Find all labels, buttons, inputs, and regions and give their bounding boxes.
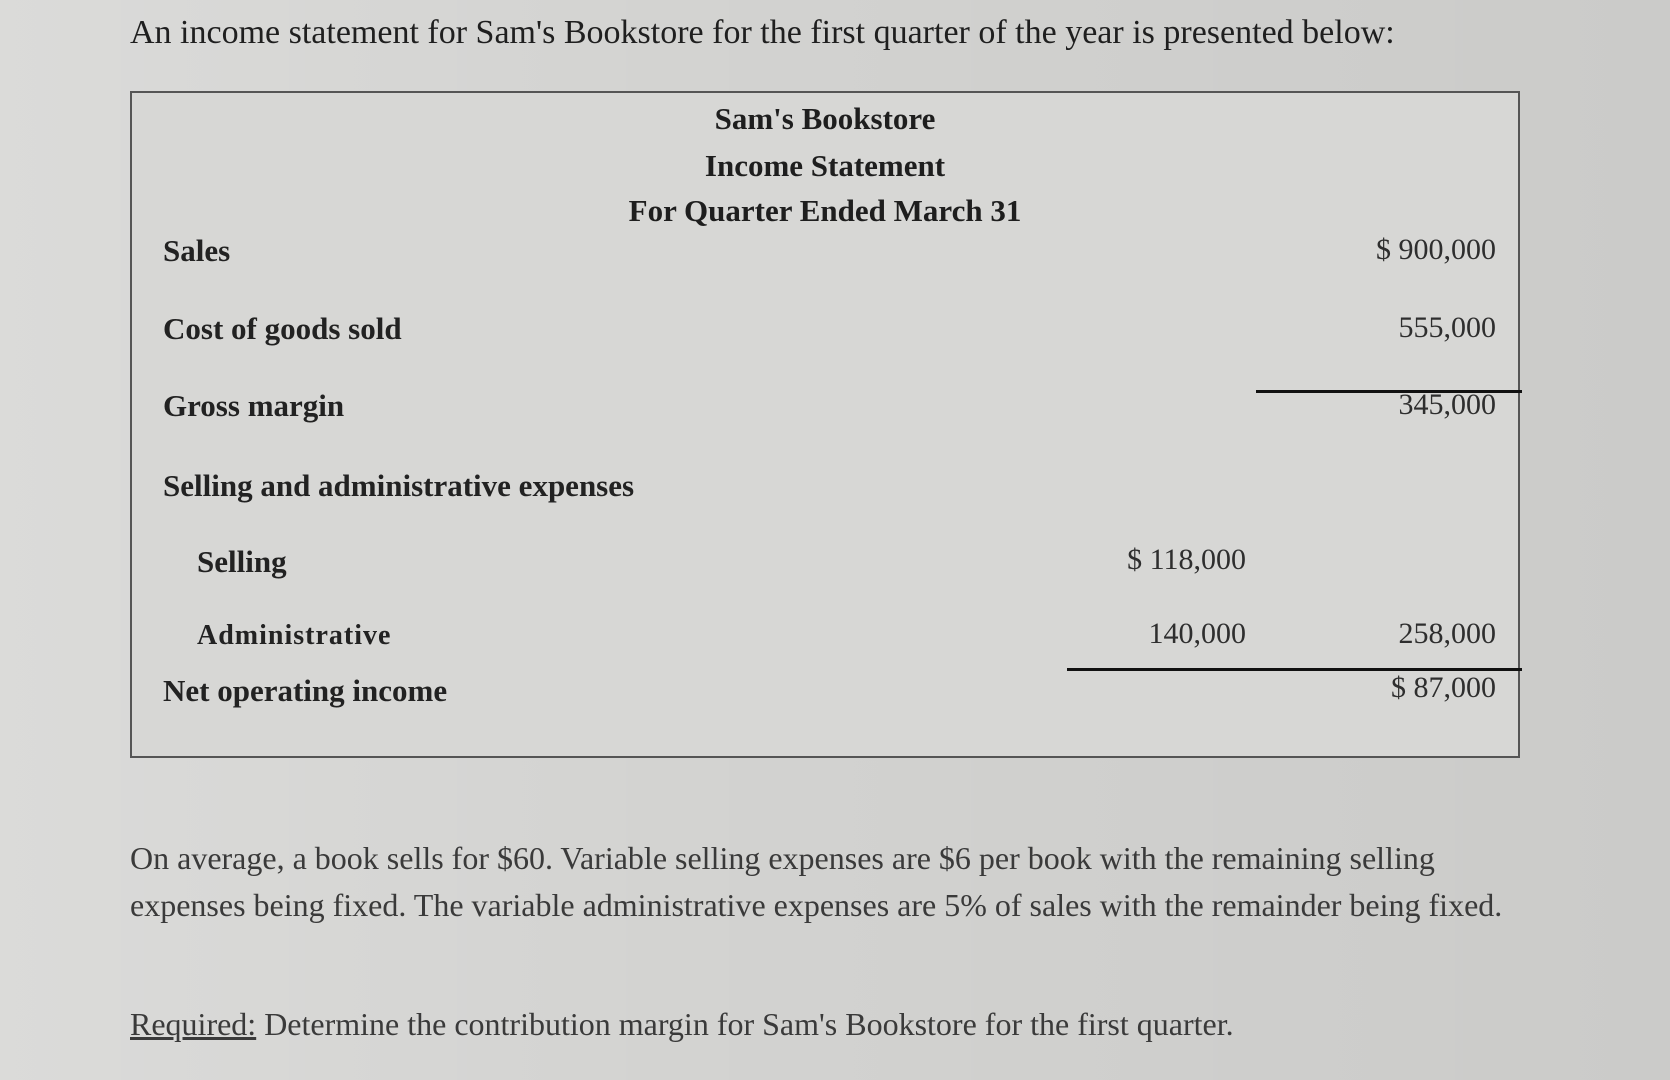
problem-note: On average, a book sells for $60. Variable selling expenses are $6 per book with the remaining selling expenses being fixed. The variable administrative expenses are 5% of sales with the remainder being fixed.: [130, 840, 1503, 923]
net-operating-income-label: Net operating income: [163, 673, 448, 708]
sga-expenses-label: Selling and administrative expenses: [163, 468, 635, 503]
intro-text: An income statement for Sam's Bookstore for the first quarter of the year is presented below:: [130, 14, 1395, 51]
required-text: Determine the contribution margin for Sam's Bookstore for the first quarter.: [256, 1006, 1234, 1042]
required-statement: [130, 1006, 1234, 1043]
selling-label: Selling: [197, 544, 287, 579]
sales-total: $ 900,000: [1376, 233, 1496, 266]
sga-total: 258,000: [1398, 617, 1496, 650]
company-name: Sam's Bookstore: [714, 101, 936, 136]
administrative-label: Administrative: [197, 620, 392, 651]
administrative-amount: 140,000: [1148, 617, 1246, 650]
statement-title: Income Statement: [704, 148, 946, 183]
net-operating-income-total: $ 87,000: [1391, 671, 1496, 704]
gross-margin-total: 345,000: [1398, 388, 1496, 421]
statement-period: For Quarter Ended March 31: [628, 193, 1022, 228]
selling-amount: $ 118,000: [1127, 543, 1246, 576]
required-label: Required:: [130, 1006, 257, 1042]
cogs-label: Cost of goods sold: [163, 311, 402, 346]
cogs-total: 555,000: [1398, 311, 1496, 344]
gross-margin-label: Gross margin: [163, 388, 345, 423]
income-statement-table: [130, 91, 1520, 758]
sales-label: Sales: [163, 233, 231, 268]
